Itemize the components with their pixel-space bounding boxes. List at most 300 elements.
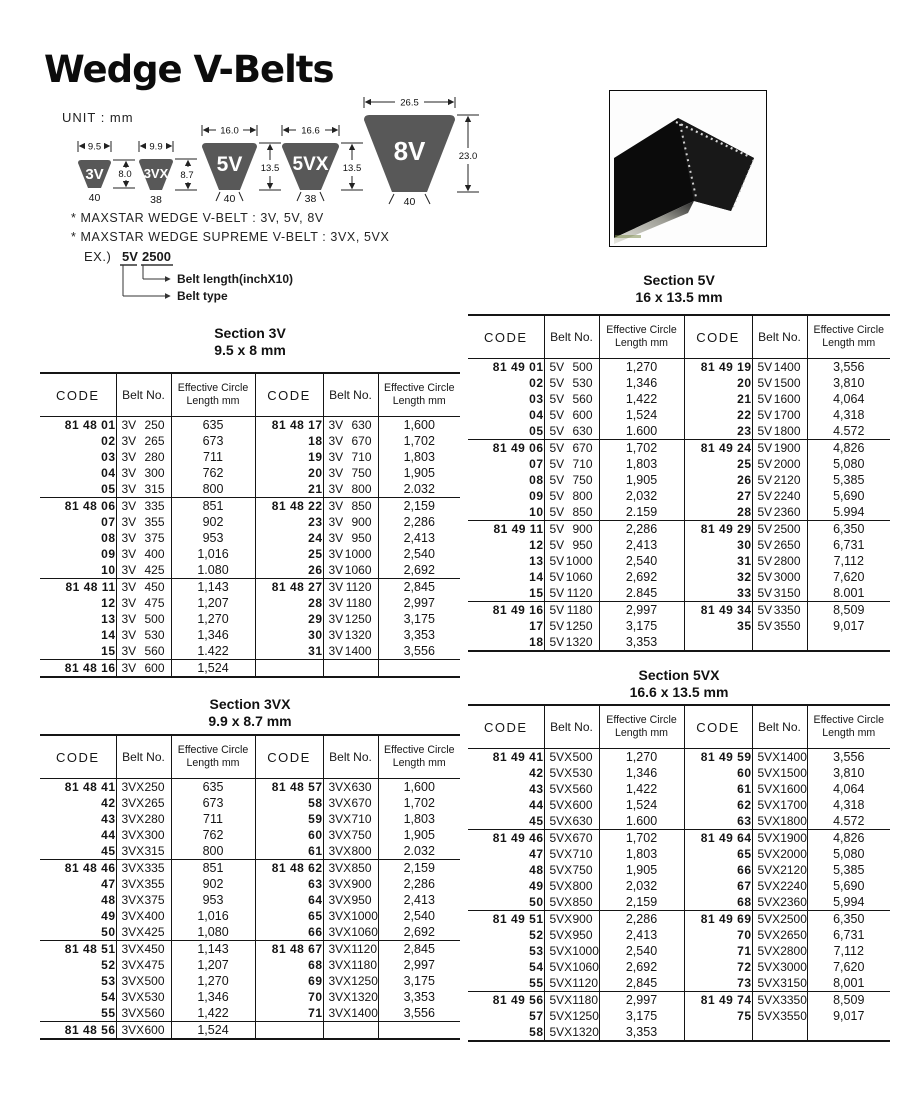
length-cell: 1,346 [599, 765, 684, 781]
code-cell: 50 [529, 895, 544, 909]
belt-no-cell: 3V 375 [116, 530, 171, 546]
example-length-label: Belt length(inchX10) [177, 272, 294, 286]
code-cell [684, 634, 752, 651]
code-cell: 18 [529, 635, 544, 649]
column-header-belt-no: Belt No. [323, 735, 378, 779]
code-cell: 81 48 06 [40, 498, 116, 515]
length-cell: 8.001 [807, 585, 890, 602]
header-row [468, 705, 890, 749]
belt-no-cell: 3V 1320 [323, 627, 378, 643]
length-cell: 5.994 [807, 504, 890, 521]
length-cell: 851 [171, 498, 255, 515]
table-row [468, 878, 890, 894]
column-header-code: CODE [468, 705, 544, 749]
code-cell: 55 [529, 976, 544, 990]
belt-no-cell: 5V 500 [544, 359, 599, 376]
length-cell: 1,524 [171, 1022, 255, 1040]
section-size-text: 9.5 x 8 mm [214, 342, 286, 358]
code-cell: 10 [101, 563, 116, 577]
code-cell: 81 49 29 [684, 521, 752, 538]
belt-no-cell: 3VX 280 [116, 811, 171, 827]
length-cell: 1,600 [378, 779, 460, 796]
code-cell: 48 [101, 893, 116, 907]
table-row [468, 504, 890, 521]
belt-no-cell: 5VX 1800 [752, 813, 807, 830]
code-cell: 44 [529, 798, 544, 812]
code-cell: 60 [255, 827, 323, 843]
length-cell: 9,017 [807, 1008, 890, 1024]
table-row [40, 579, 460, 596]
belt-no-cell: 3VX 1180 [323, 957, 378, 973]
code-cell: 62 [684, 797, 752, 813]
table-row [468, 602, 890, 619]
length-cell: 4,064 [807, 781, 890, 797]
length-cell: 3,810 [807, 375, 890, 391]
belt-no-cell: 3V 265 [116, 433, 171, 449]
code-cell: 30 [684, 537, 752, 553]
code-cell: 13 [101, 612, 116, 626]
belt-no-cell: 5V 530 [544, 375, 599, 391]
code-cell: 21 [255, 481, 323, 498]
length-cell: 6,731 [807, 927, 890, 943]
length-cell: 3,556 [378, 643, 460, 660]
section-3v-title [40, 325, 460, 359]
table-row [468, 749, 890, 766]
length-cell: 2,540 [378, 908, 460, 924]
belt-no-cell: 5V 1320 [544, 634, 599, 651]
length-cell: 2,692 [599, 959, 684, 975]
belt-no-cell: 3VX 530 [116, 989, 171, 1005]
code-cell: 65 [255, 908, 323, 924]
table-row [40, 860, 460, 877]
dim-5v-top-width: 16.0 [220, 125, 239, 137]
length-cell: 1,702 [599, 440, 684, 457]
belt-no-cell: 5VX 3150 [752, 975, 807, 992]
length-cell: 1.600 [599, 813, 684, 830]
section-5v-title [468, 272, 890, 306]
table-row [468, 456, 890, 472]
length-cell: 3,556 [807, 359, 890, 376]
dim-3v-angle: 40 [88, 192, 101, 204]
belt-no-cell: 5V 2120 [752, 472, 807, 488]
belt-no-cell: 3VX 600 [116, 1022, 171, 1040]
belt-profile-5v [202, 125, 281, 205]
belt-no-cell: 3V 850 [323, 498, 378, 515]
length-cell: 2,845 [599, 975, 684, 992]
table-row [468, 391, 890, 407]
code-cell: 81 48 16 [40, 660, 116, 678]
code-cell: 81 48 17 [255, 417, 323, 434]
length-cell: 5,690 [807, 488, 890, 504]
column-header-length: Effective Circle Length mm [807, 705, 890, 749]
code-cell: 14 [529, 570, 544, 584]
code-cell: 09 [529, 489, 544, 503]
code-cell: 71 [255, 1005, 323, 1022]
code-cell: 52 [529, 928, 544, 942]
belt-label-3v: 3V [85, 166, 104, 183]
code-cell: 25 [255, 546, 323, 562]
belt-no-cell: 3VX 1060 [323, 924, 378, 941]
code-cell: 27 [684, 488, 752, 504]
code-cell: 21 [684, 391, 752, 407]
column-header-belt-no: Belt No. [544, 705, 599, 749]
length-cell: 6,350 [807, 911, 890, 928]
code-cell: 18 [255, 433, 323, 449]
belt-no-cell: 5VX 3000 [752, 959, 807, 975]
table-row [40, 498, 460, 515]
table-row [40, 595, 460, 611]
length-cell: 635 [171, 417, 255, 434]
length-cell: 1,207 [171, 957, 255, 973]
length-cell: 9,017 [807, 618, 890, 634]
code-cell: 57 [529, 1009, 544, 1023]
length-cell: 2,845 [378, 941, 460, 958]
table-row [40, 481, 460, 498]
length-cell: 3,175 [599, 618, 684, 634]
table-row [468, 585, 890, 602]
length-cell: 2.032 [378, 843, 460, 860]
table-row [40, 627, 460, 643]
column-header-length: Effective Circle Length mm [599, 705, 684, 749]
belt-no-cell: 5V 850 [544, 504, 599, 521]
length-cell: 953 [171, 892, 255, 908]
code-cell: 43 [529, 782, 544, 796]
code-cell: 02 [529, 376, 544, 390]
unit-label: UNIT : mm [62, 110, 134, 125]
length-cell: 673 [171, 795, 255, 811]
belt-no-cell: 3V 335 [116, 498, 171, 515]
length-cell: 5,690 [807, 878, 890, 894]
belt-no-cell: 5VX 1320 [544, 1024, 599, 1041]
belt-no-cell: 3V 900 [323, 514, 378, 530]
belt-no-cell: 3V 1400 [323, 643, 378, 660]
belt-no-cell: 5V 2500 [752, 521, 807, 538]
belt-no-cell: 3VX 265 [116, 795, 171, 811]
length-cell: 2,997 [599, 602, 684, 619]
length-cell: 1,524 [171, 660, 255, 678]
belt-no-cell: 3V 475 [116, 595, 171, 611]
dim-3vx-top-width: 9.9 [149, 141, 163, 153]
table-row [40, 779, 460, 796]
code-cell: 81 49 01 [492, 360, 544, 374]
length-cell: 1,207 [171, 595, 255, 611]
length-cell: 2,997 [378, 957, 460, 973]
code-cell: 59 [255, 811, 323, 827]
table-row [40, 989, 460, 1005]
column-header-code: CODE [40, 735, 116, 779]
section-3v-block [40, 372, 460, 678]
belt-no-cell: 5V 750 [544, 472, 599, 488]
belt-no-cell: 5VX 1900 [752, 830, 807, 847]
belt-no-cell: 3V 1180 [323, 595, 378, 611]
code-cell: 54 [101, 990, 116, 1004]
code-cell: 19 [255, 449, 323, 465]
length-cell: 1,346 [171, 627, 255, 643]
length-cell: 2,159 [378, 498, 460, 515]
table-row [468, 943, 890, 959]
code-cell: 35 [684, 618, 752, 634]
length-cell: 1,346 [599, 375, 684, 391]
length-cell: 2,286 [599, 911, 684, 928]
length-cell: 2,692 [378, 924, 460, 941]
length-cell [807, 1024, 890, 1041]
section-3vx-title [40, 696, 460, 730]
belt-no-cell: 3V 280 [116, 449, 171, 465]
belt-no-cell: 5VX 1400 [752, 749, 807, 766]
belt-no-cell: 3V 450 [116, 579, 171, 596]
code-cell: 32 [684, 569, 752, 585]
belt-no-cell: 5VX 1700 [752, 797, 807, 813]
code-cell: 72 [684, 959, 752, 975]
belt-no-cell: 5V 2800 [752, 553, 807, 569]
belt-no-cell: 3VX 300 [116, 827, 171, 843]
table-row [40, 546, 460, 562]
table-row [40, 957, 460, 973]
code-cell: 17 [529, 619, 544, 633]
code-cell: 64 [255, 892, 323, 908]
belt-profile-5vx [282, 125, 363, 205]
code-cell: 42 [101, 796, 116, 810]
belt-no-cell: 5V 1250 [544, 618, 599, 634]
length-cell: 2,692 [599, 569, 684, 585]
column-header-code: CODE [684, 705, 752, 749]
numbering-example [80, 246, 360, 310]
column-header-code: CODE [255, 735, 323, 779]
code-cell: 81 49 74 [684, 992, 752, 1009]
belt-no-cell: 5VX 850 [544, 894, 599, 911]
code-cell: 52 [101, 958, 116, 972]
length-cell: 1,803 [599, 846, 684, 862]
belt-profile-8v [364, 97, 479, 208]
length-cell: 5,385 [807, 862, 890, 878]
belt-profile-3vx [139, 141, 197, 206]
code-cell: 04 [101, 466, 116, 480]
belt-no-cell: 5V 1120 [544, 585, 599, 602]
code-cell: 24 [255, 530, 323, 546]
length-cell: 711 [171, 811, 255, 827]
table-row [468, 537, 890, 553]
code-cell: 20 [255, 465, 323, 481]
belt-no-cell: 3VX 475 [116, 957, 171, 973]
belt-no-cell: 5V 600 [544, 407, 599, 423]
belt-no-cell: 5VX 560 [544, 781, 599, 797]
length-cell: 1,905 [599, 472, 684, 488]
belt-no-cell: 3VX 1250 [323, 973, 378, 989]
table-row [40, 1005, 460, 1022]
length-cell: 1,702 [599, 830, 684, 847]
code-cell: 81 48 11 [40, 579, 116, 596]
length-cell: 1,422 [171, 1005, 255, 1022]
belt-photo [609, 90, 767, 247]
code-cell: 15 [101, 644, 116, 658]
table-row [468, 488, 890, 504]
belt-no-cell: 5VX 950 [544, 927, 599, 943]
length-cell: 2,413 [378, 530, 460, 546]
table-row [468, 846, 890, 862]
header-row [468, 315, 890, 359]
belt-no-cell: 3VX 560 [116, 1005, 171, 1022]
example-type-label: Belt type [177, 289, 228, 303]
table-row [468, 862, 890, 878]
length-cell: 1,803 [378, 449, 460, 465]
code-cell: 23 [255, 514, 323, 530]
dim-3v-height: 8.0 [118, 169, 132, 180]
length-cell [807, 634, 890, 651]
example-type-code: 5V [122, 249, 138, 264]
code-cell: 81 49 11 [468, 521, 544, 538]
code-cell: 08 [529, 473, 544, 487]
code-cell: 81 49 06 [468, 440, 544, 457]
code-cell: 55 [101, 1006, 116, 1020]
table-row [40, 941, 460, 958]
code-cell: 49 [101, 909, 116, 923]
belt-no-cell: 3V 560 [116, 643, 171, 660]
code-cell: 44 [101, 828, 116, 842]
belt-no-cell: 5V 3150 [752, 585, 807, 602]
table-row [468, 894, 890, 911]
code-cell: 81 49 59 [684, 749, 752, 766]
belt-no-cell: 3VX 450 [116, 941, 171, 958]
code-cell: 58 [529, 1025, 544, 1039]
belt-table-5vx [468, 704, 890, 1042]
length-cell: 3,353 [378, 989, 460, 1005]
code-cell: 49 [529, 879, 544, 893]
table-row [468, 813, 890, 830]
code-cell: 07 [101, 515, 116, 529]
code-cell: 81 49 46 [468, 830, 544, 847]
length-cell: 4.572 [807, 423, 890, 440]
length-cell: 1,270 [599, 749, 684, 766]
belt-no-cell: 5V 670 [544, 440, 599, 457]
code-cell: 09 [101, 547, 116, 561]
code-cell: 81 49 64 [684, 830, 752, 847]
length-cell: 4,826 [807, 830, 890, 847]
table-row [40, 876, 460, 892]
length-cell: 2,286 [378, 876, 460, 892]
table-row [40, 795, 460, 811]
code-cell: 81 48 41 [64, 780, 116, 794]
belt-no-cell: 5V 1800 [752, 423, 807, 440]
length-cell: 1,016 [171, 908, 255, 924]
belt-no-cell: 5V 1060 [544, 569, 599, 585]
code-cell: 67 [684, 878, 752, 894]
section-title-text: Section 5VX [638, 667, 720, 683]
belt-no-cell: 3V 600 [116, 660, 171, 678]
length-cell: 2,032 [599, 488, 684, 504]
belt-no-cell: 3VX 400 [116, 908, 171, 924]
note-supreme-vbelt: * MAXSTAR WEDGE SUPREME V-BELT : 3VX, 5VX [71, 230, 390, 244]
example-label: EX.) [84, 249, 112, 264]
belt-no-cell: 3V 1000 [323, 546, 378, 562]
table-row [468, 618, 890, 634]
code-cell: 20 [684, 375, 752, 391]
length-cell: 1,143 [171, 941, 255, 958]
length-cell: 762 [171, 827, 255, 843]
table-row [468, 472, 890, 488]
table-row [40, 417, 460, 434]
code-cell: 10 [529, 505, 544, 519]
length-cell: 1,143 [171, 579, 255, 596]
belt-no-cell: 5VX 2240 [752, 878, 807, 894]
length-cell: 3,353 [599, 634, 684, 651]
belt-no-cell: 3V 500 [116, 611, 171, 627]
length-cell: 1,422 [599, 781, 684, 797]
code-cell: 81 49 34 [684, 602, 752, 619]
column-header-belt-no: Belt No. [544, 315, 599, 359]
belt-no-cell: 5V 1600 [752, 391, 807, 407]
belt-table-3vx [40, 734, 460, 1040]
table-row [40, 449, 460, 465]
dim-8v-top-width: 26.5 [400, 97, 419, 109]
belt-no-cell: 3VX 1120 [323, 941, 378, 958]
belt-no-cell: 5VX 2360 [752, 894, 807, 911]
table-row [468, 1024, 890, 1041]
section-title-text: Section 5V [643, 272, 715, 288]
length-cell: 3,353 [599, 1024, 684, 1041]
length-cell: 2,159 [378, 860, 460, 877]
belt-no-cell: 5VX 1120 [544, 975, 599, 992]
belt-table-3v [40, 372, 460, 678]
code-cell: 66 [255, 924, 323, 941]
belt-no-cell: 3V 710 [323, 449, 378, 465]
section-size-text: 9.9 x 8.7 mm [208, 713, 292, 729]
code-cell: 81 49 16 [468, 602, 544, 619]
belt-no-cell: 3V 670 [323, 433, 378, 449]
code-cell: 28 [255, 595, 323, 611]
belt-no-cell: 3V 425 [116, 562, 171, 579]
belt-no-cell: 3V 630 [323, 417, 378, 434]
code-cell: 47 [529, 847, 544, 861]
code-cell: 05 [101, 482, 116, 496]
code-cell: 61 [684, 781, 752, 797]
table-row [40, 892, 460, 908]
belt-no-cell: 5V 950 [544, 537, 599, 553]
belt-no-cell: 5V 1900 [752, 440, 807, 457]
belt-no-cell: 3VX 425 [116, 924, 171, 941]
length-cell: 2,692 [378, 562, 460, 579]
code-cell: 45 [529, 814, 544, 828]
length-cell: 2,845 [378, 579, 460, 596]
belt-no-cell: 5VX 3550 [752, 1008, 807, 1024]
belt-no-cell: 3VX 315 [116, 843, 171, 860]
belt-no-cell: 3VX 335 [116, 860, 171, 877]
length-cell: 3,353 [378, 627, 460, 643]
length-cell: 800 [171, 843, 255, 860]
length-cell: 4.572 [807, 813, 890, 830]
code-cell: 81 48 22 [255, 498, 323, 515]
belt-no-cell: 5V 710 [544, 456, 599, 472]
length-cell: 673 [171, 433, 255, 449]
belt-no-cell [323, 1022, 378, 1040]
table-row [40, 433, 460, 449]
table-row [468, 797, 890, 813]
belt-no-cell: 3VX 710 [323, 811, 378, 827]
column-header-length: Effective Circle Length mm [807, 315, 890, 359]
length-cell: 1,600 [378, 417, 460, 434]
column-header-belt-no: Belt No. [323, 373, 378, 417]
dim-5v-angle: 40 [223, 193, 236, 205]
code-cell: 03 [101, 450, 116, 464]
table-row [468, 830, 890, 847]
belt-no-cell: 5V 900 [544, 521, 599, 538]
code-cell: 12 [101, 596, 116, 610]
length-cell: 1,270 [599, 359, 684, 376]
dim-8v-height: 23.0 [458, 151, 478, 162]
code-cell [684, 1024, 752, 1041]
belt-no-cell: 5V 560 [544, 391, 599, 407]
code-cell: 15 [529, 586, 544, 600]
belt-no-cell: 5VX 670 [544, 830, 599, 847]
